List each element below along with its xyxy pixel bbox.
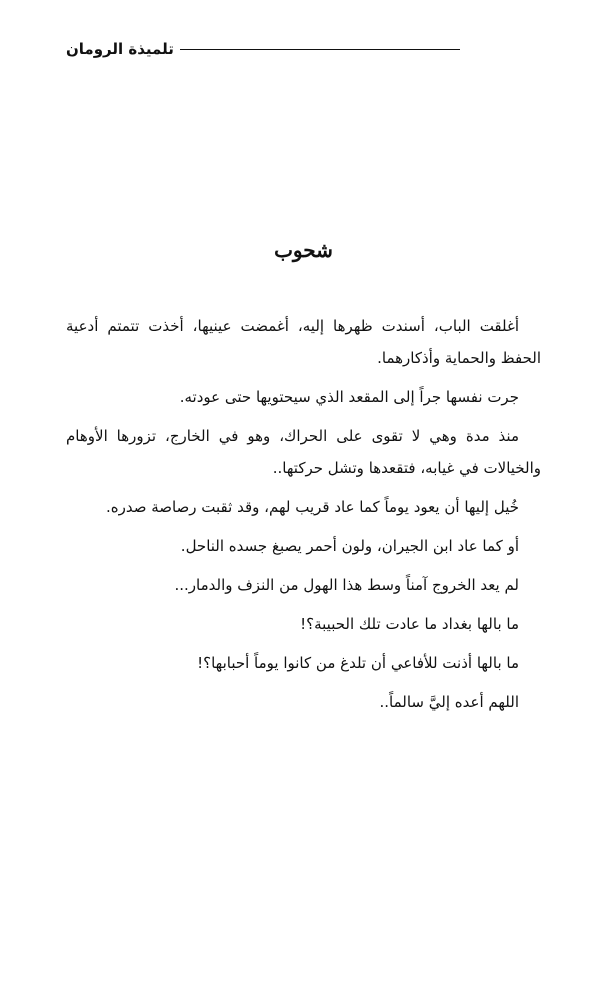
- paragraph: أغلقت الباب، أسندت ظهرها إليه، أغمضت عينيها، أخذت تتمتم أدعية الحفظ والحماية وأذكارهما.: [66, 317, 541, 367]
- book-title: تلميذة الرومان: [66, 40, 174, 58]
- paragraph: أو كما عاد ابن الجيران، ولون أحمر يصبغ جسده الناحل.: [180, 537, 519, 555]
- story-body: [66, 310, 541, 725]
- paragraph: لم يعد الخروج آمناً وسط هذا الهول من النزف والدمار...: [174, 576, 519, 594]
- paragraph: جرت نفسها جراً إلى المقعد الذي سيحتويها حتى عودته.: [179, 388, 519, 406]
- paragraph: منذ مدة وهي لا تقوى على الحراك، وهو في الخارج، تزورها الأوهام والخيالات في غيابه، فتقعدها وتشل حركتها..: [66, 427, 541, 477]
- running-header: [66, 40, 460, 58]
- chapter-title: شحوب: [274, 238, 333, 262]
- paragraph: خُيل إليها أن يعود يوماً كما عاد قريب لهم، وقد ثقبت رصاصة صدره.: [105, 498, 519, 516]
- paragraph: اللهم أعده إليَّ سالماً..: [379, 693, 519, 711]
- paragraph: ما بالها أذنت للأفاعي أن تلدغ من كانوا يوماً أحبابها؟!: [197, 654, 519, 672]
- paragraph: ما بالها بغداد ما عادت تلك الحبيبة؟!: [300, 615, 519, 633]
- header-rule: [180, 49, 460, 50]
